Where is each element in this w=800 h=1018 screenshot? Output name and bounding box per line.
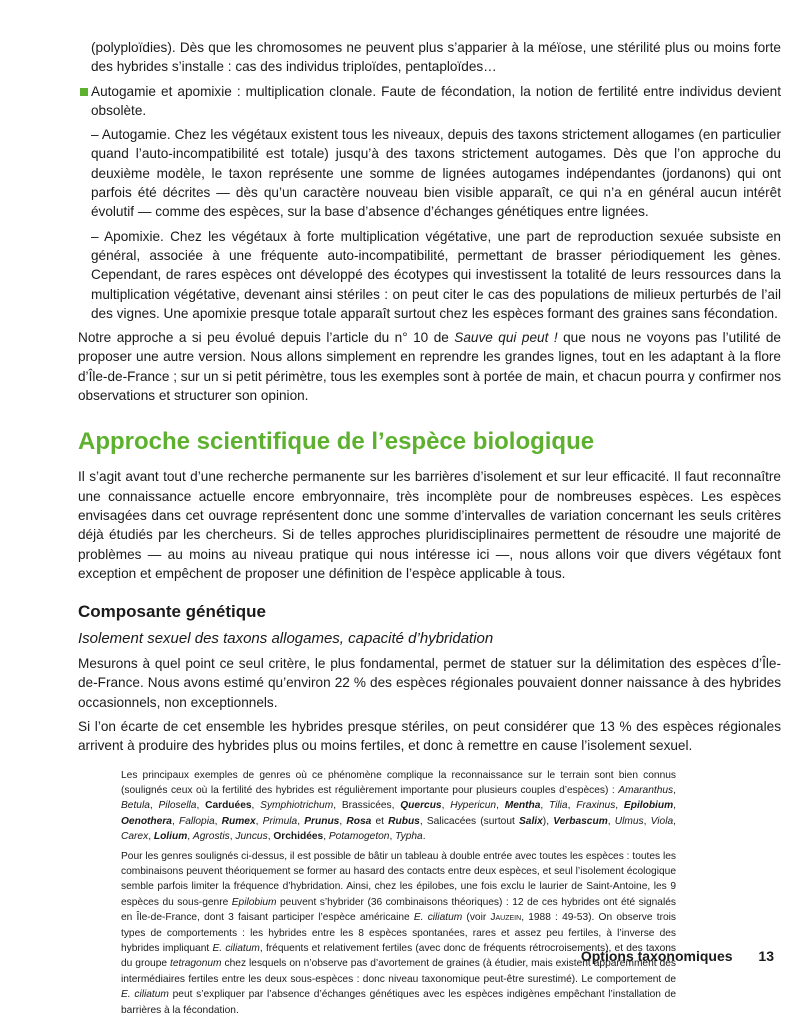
text-run: et [371, 815, 389, 827]
text-bold-italic: Lolium [153, 831, 188, 843]
text-bold: Orchidées [273, 831, 324, 843]
text-bold-italic: Salix [519, 815, 543, 827]
text-run: Si l’on écarte de cet ensemble les hybrides presque stériles, on peut considérer que 13 % des espèces régionales arrivent à produire des hybrides plus ou moins fertiles, et donc à remettre en cause l’isolement sexuel. [78, 719, 781, 754]
text-run: Pour les genres soulignés ci-dessus, il est possible de bâtir un tableau à double entrée avec toutes les espèces : toutes les combinaisons peuvent théoriquement se former au hasard des contacts entre deux espèces, et seul l’isolement écologique semble parfois limiter la fréquence d’hybridation. Ainsi, chez les épilobes, une fois exclu le laurier de Saint-Antoine, les 9 espèces du sous-genre [121, 850, 676, 908]
page-body [78, 38, 781, 1018]
text-run: , [297, 815, 305, 827]
paragraph-autogamie [78, 125, 781, 221]
text-italic: Pilosella [158, 800, 197, 812]
text-run: . [422, 831, 426, 843]
text-small-caps: Jauzein [490, 912, 522, 924]
text-bold-italic: Rosa [346, 815, 372, 827]
text-italic: Viola [650, 815, 674, 827]
text-italic: Juncus [235, 831, 268, 843]
text-run: Notre approche a si peu évolué depuis l’article du n° 10 de [78, 330, 455, 346]
text-bold-italic: Rubus [388, 815, 420, 827]
text-run: chez lesquels on n’observe pas d’avortement de graines (à étudier, mais existent apparemment des intermédiaires fertiles entre les deux sous-espèces : donc niveau taxonomique peut-être surestimé). Le comportement de [121, 958, 676, 985]
text-run: (polyploïdies). Dès que les chromosomes ne peuvent plus s’apparier à la méïose, une stérilité plus ou moins forte des hybrides s’installe : cas des individus triploïdes, pentaploïdes… [91, 40, 781, 75]
text-run: , [229, 831, 236, 843]
text-italic: E. ciliatum [413, 912, 463, 924]
subsubsection-heading: Isolement sexuel des taxons allogames, capacité d’hybridation [78, 630, 494, 648]
text-run: peuvent s’hybrider (36 combinaisons théoriques) : 12 de ces hybrides ont été signalés en Île-de-France, dont 3 faisant participer l’espèce américaine [121, 896, 676, 924]
text-bold-italic: Epilobium [623, 800, 674, 812]
text-run: , [673, 785, 676, 797]
text-run: (voir [462, 912, 491, 924]
note-paragraph-genres [121, 768, 676, 845]
paragraph-si-lon-ecarte [78, 717, 781, 756]
text-italic: Symphiotrichum [260, 800, 334, 812]
text-bold-italic: Verbascum [553, 815, 608, 827]
text-italic: Epilobium [231, 896, 277, 908]
text-run: , [323, 831, 329, 843]
text-run: , [149, 800, 159, 812]
text-run: , [251, 800, 261, 812]
text-run: , [267, 831, 274, 843]
text-bold-italic: Oenothera [121, 815, 172, 827]
text-run: , [496, 800, 505, 812]
text-run: , 1988 : 49-53). On observe trois types de comportements : les hybrides entre les 8 espèces spontanées, rares et assez peu fertiles, à l’inverse des hybrides impliquant [121, 912, 676, 955]
text-bold-italic: Rumex [221, 815, 256, 827]
text-italic: Primula [262, 815, 298, 827]
text-run: Autogamie et apomixie : multiplication clonale. Faute de fécondation, la notion de fertilité entre individus devient obsolète. [91, 83, 781, 118]
text-bold-italic: Mentha [504, 800, 541, 812]
paragraph-notre-approche [78, 328, 781, 405]
text-run: Les principaux exemples de genres où ce phénomène complique la reconnaissance sur le terrain sont bien connus (soulignés ceux où la fertilité des hybrides est régulièrement importante pour plusieurs couples d’espèces) : [121, 769, 676, 797]
text-run: , [607, 815, 615, 827]
text-italic: Betula [121, 800, 150, 812]
paragraph-apomixie [78, 227, 781, 323]
page-number: 13 [758, 948, 774, 964]
text-run: , [643, 815, 651, 827]
text-run: , [441, 800, 451, 812]
text-italic: Fraxinus [576, 800, 616, 812]
bullet-square-icon [80, 88, 88, 96]
text-run: , [615, 800, 624, 812]
text-italic: Fallopia [178, 815, 215, 827]
paragraph-intro [78, 467, 781, 583]
text-run: , [540, 800, 549, 812]
text-run: , Brassicées, [333, 800, 401, 812]
text-run: , [389, 831, 396, 843]
paragraph-mesurons [78, 654, 781, 712]
text-run: – Autogamie. Chez les végétaux existent tous les niveaux, depuis des taxons strictement allogames (en particulier quand l’auto-incompatibilité est totale) jusqu’à des taxons strictement autogames. Dès que l’on approche du deuxième modèle, le taxon représente une somme de lignées autogames indépendantes (jordanons) qui ont parfois été décrites — dès qu’un caractère nouveau bien visible apparaît, ce qui n’a en général aucun intérêt évolutif — comme des espèces, sur la base d’absence d’échanges génétiques entre lignées. [91, 127, 781, 220]
text-italic: Amaranthus [618, 785, 674, 797]
text-run: , [339, 815, 347, 827]
text-run: , [196, 800, 206, 812]
note-paragraph-epilobes [121, 849, 676, 1018]
text-run: , [148, 831, 154, 843]
text-italic: Tilia [549, 800, 568, 812]
subsection-heading: Composante génétique [78, 602, 266, 622]
text-run: , [673, 800, 677, 812]
note-block [121, 768, 676, 1018]
bullet-text [91, 84, 781, 118]
text-italic: Sauve qui peut ! [454, 330, 558, 346]
text-italic: Carex [121, 831, 149, 843]
text-run: , Salicacées (surtout [419, 815, 519, 827]
text-bold-italic: Prunus [304, 815, 340, 827]
text-run: – Apomixie. Chez les végétaux à forte multiplication végétative, une part de reproduction sexuée subsiste en général, associée à une fréquente auto-incompatibilité, permettant de brasser périodiquement les gènes. Cependant, de rares espèces ont développé des écotypes qui investissent la totalité de leurs ressources dans la multiplication végétative, devenant ainsi stériles : on peut citer le cas des populations de milieux perturbés de l’ail des vignes. Une apomixie presque totale apparaît surtout chez les espèces formant des graines sans fécondation. [91, 228, 781, 321]
text-run: ), [542, 815, 554, 827]
text-run: peut s’expliquer par l’absence d’échanges génétiques avec les espèces indigènes empêchant l’installation de barrières à la fécondation. [121, 989, 676, 1016]
text-run: , [171, 815, 179, 827]
text-run: , fréquents et relativement fertiles (avec donc de fréquents rétrocroisements), et des taxons du groupe [121, 943, 676, 970]
bullet-item-autogamie-apomixie [78, 82, 781, 121]
footer-section-title: Options taxonomiques [580, 948, 733, 964]
section-heading: Approche scientifique de l’espèce biologique [78, 428, 595, 456]
text-run: , [214, 815, 222, 827]
paragraph-polyploidies [78, 38, 781, 77]
text-italic: E. ciliatum [212, 943, 260, 955]
text-italic: Agrostis [192, 831, 230, 843]
text-italic: tetragonum [170, 958, 222, 970]
text-italic: E. ciliatum [121, 989, 169, 1001]
text-run: Mesurons à quel point ce seul critère, le plus fondamental, permet de statuer sur la délimitation des espèces d’Île-de-France. Nous avons estimé qu’environ 22 % des espèces régionales pouvaient donner naissance à des hybrides occasionnels, non exceptionnels. [78, 656, 781, 710]
text-italic: Typha [395, 831, 423, 843]
page-footer [581, 948, 774, 964]
text-italic: Hypericun [450, 800, 497, 812]
text-bold-italic: Quercus [400, 800, 442, 812]
text-run: , [673, 815, 676, 827]
text-bold: Carduées [205, 800, 252, 812]
text-italic: Potamogeton [328, 831, 390, 843]
text-run: que nous ne voyons pas l’utilité de proposer une autre version. Nous allons simplement en reprendre les grandes lignes, tout en les adaptant à la flore d’Île-de-France ; sur un si petit périmètre, tous les exemples sont à portée de main, et chacun pourra y confirmer nos observations et structurer son opinion. [78, 330, 781, 404]
text-run: Il s’agit avant tout d’une recherche permanente sur les barrières d’isolement et sur leur efficacité. Il faut reconnaître une connaissance actuelle encore embryonnaire, très incomplète pour de nombreuses espèces. Les espèces envisagées dans cet ouvrage représentent donc une somme d’intervalles de variation concernant les seuls critères déjà étudiés par les chercheurs. Si de telles approches pluridisciplinaires permettent de résoudre une majorité de problèmes — au moins au niveau pratique qui nous intéresse ici —, nous allons voir que divers végétaux font exception et empêchent de proposer une définition de l’espèce applicable à tous. [78, 469, 781, 581]
text-run: , [255, 815, 263, 827]
text-run: , [567, 800, 577, 812]
text-run: , [187, 831, 193, 843]
text-italic: Ulmus [614, 815, 644, 827]
